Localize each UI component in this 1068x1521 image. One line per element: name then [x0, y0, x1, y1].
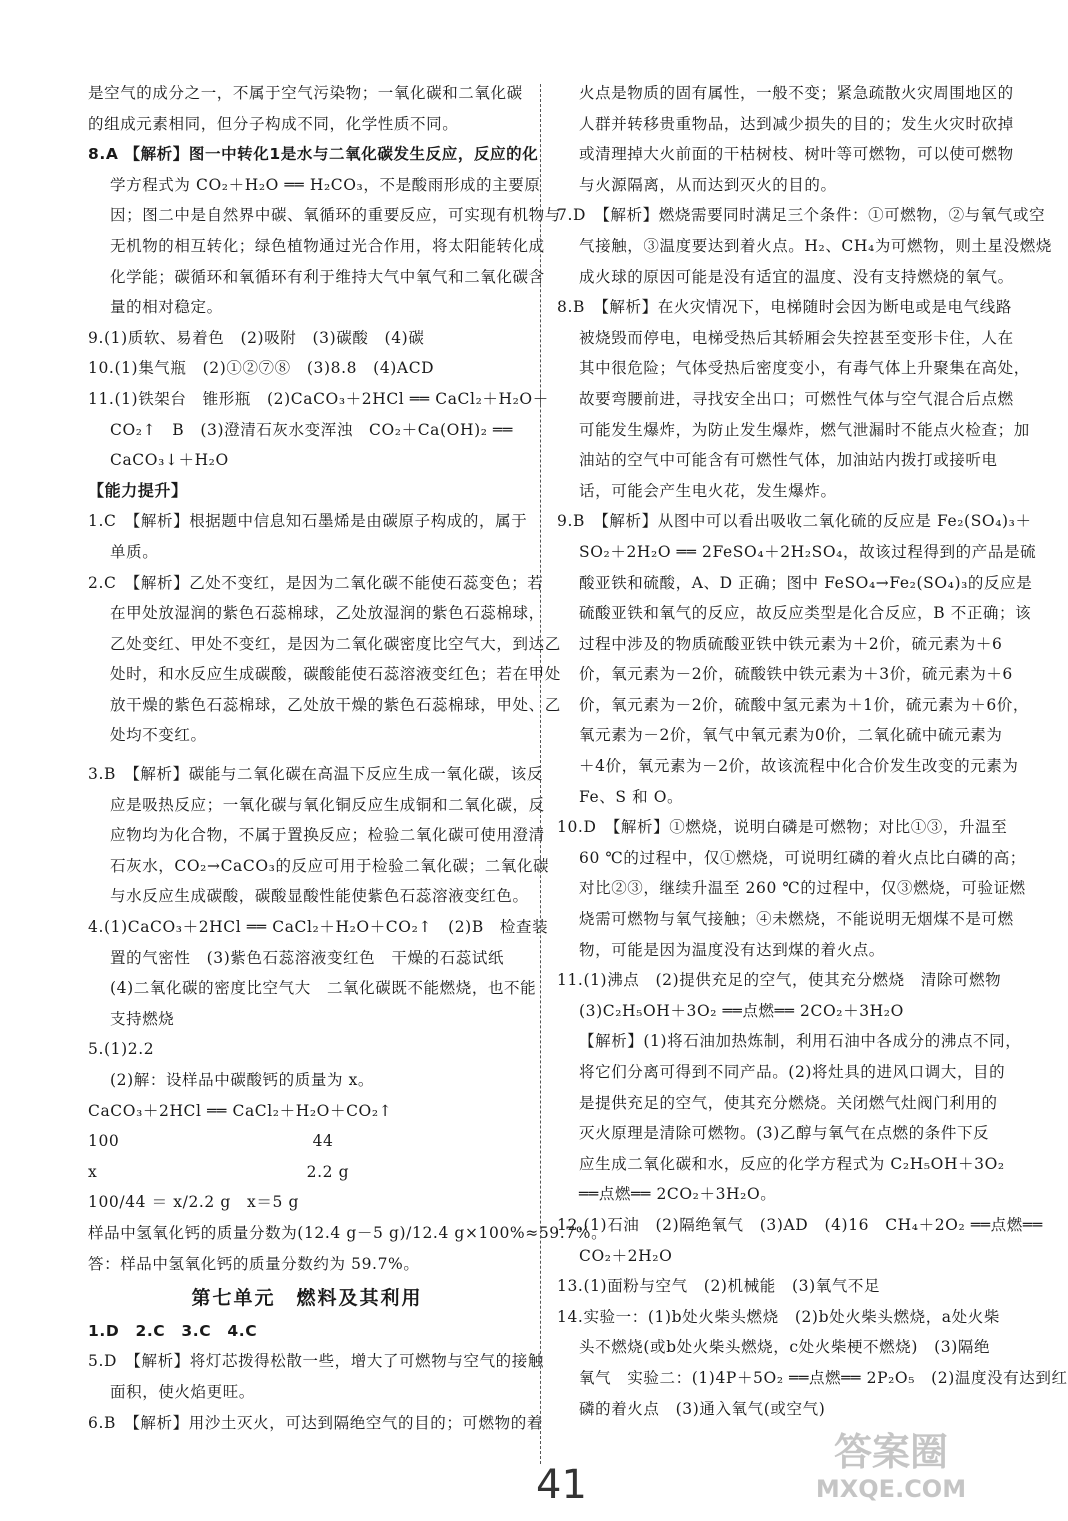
text-line: 对比②③，继续升温至 260 ℃的过程中，仅③燃烧，可验证燃 [579, 879, 1026, 898]
text-line: 话，可能会产生电火花，发生爆炸。 [579, 481, 837, 500]
section-heading: 【能力提升】 [88, 480, 188, 500]
answer-item: 13.(1)面粉与空气 (2)机械能 (3)氧气不足 [557, 1277, 881, 1296]
unit-title: 第七单元 燃料及其利用 [191, 1287, 423, 1310]
text-line: 【解析】(1)将石油加热炼制，利用石油中各成分的沸点不同， [579, 1032, 1022, 1051]
text-line: 60 ℃的过程中，仅①燃烧，可说明红磷的着火点比白磷的高； [579, 848, 1026, 867]
answer-item: 10.D 【解析】①燃烧，说明白磷是可燃物；对比①③，升温至 [557, 818, 1008, 837]
answer-item: 14.实验一：(1)b处火柴头燃烧 (2)b处火柴头燃烧，a处火柴 [557, 1307, 1000, 1326]
text-line: 置的气密性 (3)紫色石蕊溶液变红色 干燥的石蕊试纸 [110, 948, 505, 967]
text-line: 或清理掉大火前面的干枯树枝、树叶等可燃物，可以使可燃物 [579, 145, 1014, 164]
text-line: 其中很危险；气体受热后密度变小，有毒气体上升聚集在高处， [579, 359, 1030, 378]
text-line: 氧气 实验二：(1)4P＋5O₂ ══点燃══ 2P₂O₅ (2)温度没有达到红 [579, 1368, 1068, 1387]
text-line: 气接触，③温度要达到着火点。H₂、CH₄为可燃物，则土星没燃烧 [579, 236, 1052, 255]
equation-line: (3)C₂H₅OH＋3O₂ ══点燃══ 2CO₂＋3H₂O [579, 1001, 904, 1020]
text-line: 人群并转移贵重物品，达到减少损失的目的；发生火灾时砍掉 [579, 114, 1014, 133]
equation-line: 100/44 ＝ x/2.2 g x＝5 g [88, 1193, 299, 1212]
watermark-logo: 答案圈 [833, 1430, 948, 1474]
text-line: 放干燥的紫色石蕊棉球，乙处放干燥的紫色石蕊棉球，甲处、乙 [110, 695, 561, 714]
answer-item: 5.D 【解析】将灯芯拨得松散一些，增大了可燃物与空气的接触 [88, 1352, 544, 1371]
text-line: 支持燃烧 [110, 1009, 175, 1028]
answer-item: 9.B 【解析】从图中可以看出吸收二氧化硫的反应是 Fe₂(SO₄)₃＋ [557, 512, 1032, 531]
text-line: 可能发生爆炸，为防止发生爆炸，燃气泄漏时不能点火检查；加 [579, 420, 1030, 439]
text-line: 硫酸亚铁和氧气的反应，故反应类型是化合反应，B 不正确；该 [579, 604, 1032, 623]
text-line: 油站的空气中可能含有可燃性气体，加油站内拨打或接听电 [579, 451, 998, 470]
text-line: 与水反应生成碳酸，碳酸显酸性能使紫色石蕊溶液变红色。 [110, 887, 529, 906]
column-divider [540, 84, 541, 1464]
right-column [557, 78, 1068, 1424]
left-column [88, 78, 608, 1438]
text-line: 乙处变红、甲处不变红，是因为二氧化碳密度比空气大，到达乙 [110, 634, 561, 653]
equation-line: CO₂＋2H₂O [579, 1246, 673, 1265]
equation-line: CaCO₃＋2HCl ══ CaCl₂＋H₂O＋CO₂↑ [88, 1101, 393, 1120]
text-line: 故要弯腰前进，寻找安全出口；可燃性气体与空气混合后点燃 [579, 389, 1014, 408]
text-line: CO₂↑ B (3)澄清石灰水变浑浊 CO₂＋Ca(OH)₂ ══ [110, 420, 513, 439]
text-line: 面积，使火焰更旺。 [110, 1382, 255, 1401]
answer-item: 1.D 2.C 3.C 4.C [88, 1321, 258, 1340]
text-line: 单质。 [110, 542, 159, 561]
text-line: 物，可能是因为温度没有达到煤的着火点。 [579, 940, 885, 959]
answer-item: 8.B 【解析】在火灾情况下，电梯随时会因为断电或是电气线路 [557, 298, 1012, 317]
watermark [796, 1429, 986, 1507]
text-line: 氧元素为－2价，氧气中氧元素为0价，二氧化硫中硫元素为 [579, 726, 1003, 745]
text-line: 无机物的相互转化；绿色植物通过光合作用，将太阳能转化成 [110, 236, 545, 255]
text-line: 量的相对稳定。 [110, 298, 223, 317]
text-line: Fe、S 和 O。 [579, 787, 684, 806]
text-line: 烧需可燃物与氧气接触；④未燃烧，不能说明无烟煤不是可燃 [579, 910, 1014, 929]
text-line: CaCO₃↓＋H₂O [110, 451, 229, 470]
solution-line: (2)解：设样品中碳酸钙的质量为 x。 [110, 1071, 375, 1089]
answer-item: 12.(1)石油 (2)隔绝氧气 (3)AD (4)16 CH₄＋2O₂ ══点燃══ [557, 1215, 1043, 1234]
text-line: 应物均为化合物，不属于置换反应；检验二氧化碳可使用澄清 [110, 826, 545, 845]
text-line: 与火源隔离，从而达到灭火的目的。 [579, 175, 837, 194]
text-line: 因；图二中是自然界中碳、氧循环的重要反应，可实现有机物与 [110, 206, 561, 225]
solution-line: 样品中氢氧化钙的质量分数为(12.4 g－5 g)/12.4 g×100%≈59.7%。 [88, 1223, 608, 1242]
text-line: 火点是物质的固有属性，一般不变；紧急疏散火灾周围地区的 [579, 84, 1014, 102]
watermark-site: MXQE.COM [815, 1475, 967, 1503]
answer-item: 4.(1)CaCO₃＋2HCl ══ CaCl₂＋H₂O＋CO₂↑ (2)B 检查装 [88, 918, 549, 937]
text-line: (4)二氧化碳的密度比空气大 二氧化碳既不能燃烧，也不能 [110, 979, 537, 998]
page-number: 41 [536, 1462, 587, 1508]
solution-line: 答：样品中氢氧化钙的质量分数约为 59.7%。 [88, 1254, 420, 1273]
answer-item: 8.A 【解析】图一中转化1是水与二氧化碳发生反应，反应的化 [88, 145, 539, 164]
text-line: 将它们分离可得到不同产品。(2)将灶具的进风口调大，目的 [579, 1063, 1006, 1081]
text-line: SO₂＋2H₂O ══ 2FeSO₄＋2H₂SO₄，故该过程得到的产品是硫 [579, 542, 1037, 561]
text-line: ＋4价，氧元素为－2价，故该流程中化合价发生改变的元素为 [579, 757, 1019, 776]
text-line: 酸亚铁和硫酸，A、D 正确；图中 FeSO₄→Fe₂(SO₄)₃的反应是 [579, 573, 1033, 592]
text-line: 价，氧元素为－2价，硫酸中氢元素为＋1价，硫元素为＋6价， [579, 695, 1029, 714]
text-line: 是提供充足的空气，使其充分燃烧。关闭燃气灶阀门利用的 [579, 1093, 998, 1112]
text-line: 被烧毁而停电，电梯受热后其轿厢会失控甚至变形卡住，人在 [579, 328, 1014, 347]
equation-line: x 2.2 g [88, 1162, 350, 1181]
text-line: 头不燃烧(或b处火柴头燃烧，c处火柴梗不燃烧) (3)隔绝 [579, 1338, 991, 1357]
answer-item: 11.(1)沸点 (2)提供充足的空气，使其充分燃烧 清除可燃物 [557, 971, 1002, 990]
text-line: 应生成二氧化碳和水，反应的化学方程式为 C₂H₅OH＋3O₂ [579, 1154, 1005, 1173]
text-line: 价，氧元素为－2价，硫酸铁中铁元素为＋3价，硫元素为＋6 [579, 665, 1013, 684]
equation-line: ══点燃══ 2CO₂＋3H₂O。 [579, 1185, 777, 1204]
answer-item: 10.(1)集气瓶 (2)①②⑦⑧ (3)8.8 (4)ACD [88, 359, 435, 378]
text-line: 磷的着火点 (3)通入氧气(或空气) [579, 1399, 826, 1418]
answer-item: 1.C 【解析】根据题中信息知石墨烯是由碳原子构成的，属于 [88, 512, 528, 531]
text-line: 化学能；碳循环和氧循环有利于维持大气中氧气和二氧化碳含 [110, 267, 545, 286]
answer-item: 3.B 【解析】碳能与二氧化碳在高温下反应生成一氧化碳，该反 [88, 765, 543, 784]
text-line: 过程中涉及的物质硫酸亚铁中铁元素为＋2价，硫元素为＋6 [579, 634, 1003, 653]
answer-item: 9.(1)质软、易着色 (2)吸附 (3)碳酸 (4)碳 [88, 328, 425, 347]
text-line: 石灰水，CO₂→CaCO₃的反应可用于检验二氧化碳；二氧化碳 [110, 856, 550, 875]
text-line: 在甲处放湿润的紫色石蕊棉球，乙处放湿润的紫色石蕊棉球， [110, 604, 545, 623]
answer-item: 6.B 【解析】用沙土灭火，可达到隔绝空气的目的；可燃物的着 [88, 1413, 543, 1432]
answer-item: 2.C 【解析】乙处不变红，是因为二氧化碳不能使石蕊变色；若 [88, 573, 544, 592]
equation-line: 100 44 [88, 1132, 334, 1151]
text-line: 处均不变红。 [110, 726, 207, 745]
text-line: 学方程式为 CO₂＋H₂O ══ H₂CO₃，不是酸雨形成的主要原 [110, 175, 541, 194]
text-line: 灭火原理是清除可燃物。(3)乙醇与氧气在点燃的条件下反 [579, 1124, 990, 1143]
answer-item: 5.(1)2.2 [88, 1040, 155, 1059]
text-line: 处时，和水反应生成碳酸，碳酸能使石蕊溶液变红色；若在甲处 [110, 665, 561, 684]
text-line: 的组成元素相同，但分子构成不同，化学性质不同。 [88, 114, 459, 133]
answer-item: 7.D 【解析】燃烧需要同时满足三个条件：①可燃物，②与氧气或空 [557, 206, 1046, 225]
text-line: 是空气的成分之一，不属于空气污染物；一氧化碳和二氧化碳 [88, 84, 523, 102]
text-line: 应是吸热反应；一氧化碳与氧化铜反应生成铜和二氧化碳，反 [110, 795, 545, 814]
answer-item: 11.(1)铁架台 锥形瓶 (2)CaCO₃＋2HCl ══ CaCl₂＋H₂O＋ [88, 389, 549, 408]
text-line: 成火球的原因可能是没有适宜的温度、没有支持燃烧的氧气。 [579, 267, 1014, 286]
